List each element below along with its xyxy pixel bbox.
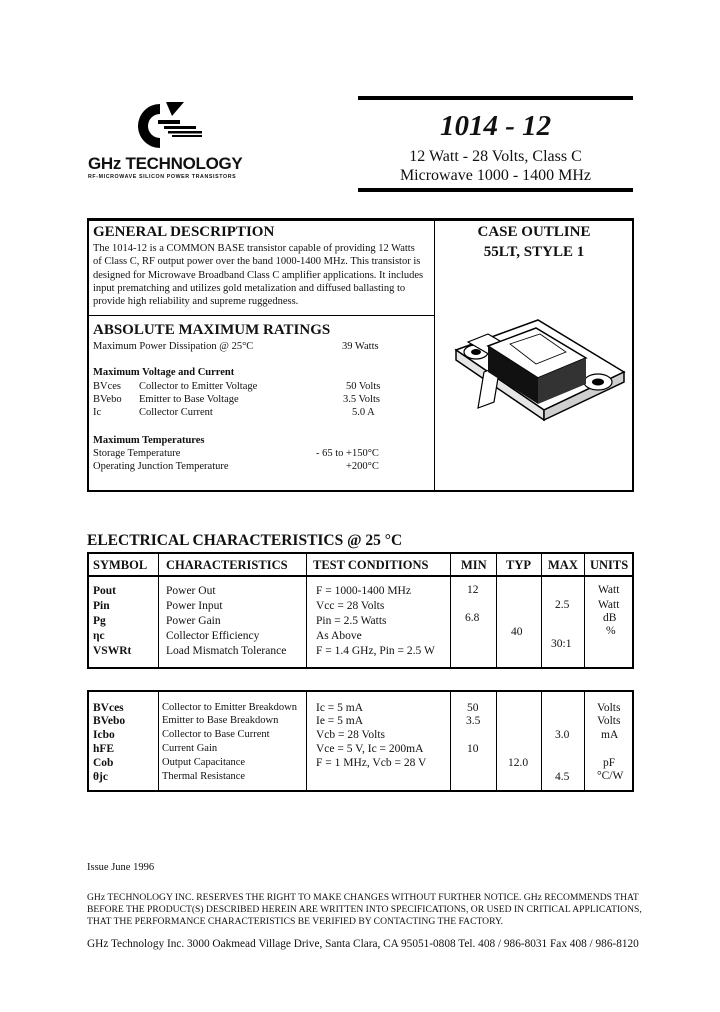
dc-characteristic: Emitter to Base Breakdown [162,715,279,726]
description-line: input prematching and utilizes gold metalization and diffused ballasting to [93,282,406,294]
col-divider [496,553,497,668]
rating-symbol: Ic [93,407,102,418]
rf-min: 12 [467,584,479,596]
rf-symbol: VSWRt [93,645,132,657]
col-divider [450,691,451,791]
header-bottom-rule [358,188,633,192]
absolute-ratings-title: ABSOLUTE MAXIMUM RATINGS [93,322,331,338]
disclaimer-line: BEFORE THE PRODUCT(S) DESCRIBED HEREIN ARE WRITTEN INTO SPECIFICATIONS, OR USED IN CRITICAL APPLICATIONS, [87,904,642,915]
col-divider [450,553,451,668]
rf-table-header-rule [87,575,634,577]
rf-max: 2.5 [555,599,570,611]
rf-symbol: ηc [93,630,105,642]
header-min: MIN [461,558,487,572]
dc-characteristic: Thermal Resistance [162,771,246,782]
subtitle-line2: Microwave 1000 - 1400 MHz [399,167,592,184]
rf-condition: As Above [316,630,362,642]
rating-description: Collector to Emitter Voltage [139,381,258,392]
rf-symbol: Pin [93,600,110,612]
header-characteristics: CHARACTERISTICS [166,558,288,572]
rf-min: 6.8 [465,612,480,624]
col-divider [496,691,497,791]
voltage-current-header: Maximum Voltage and Current [93,367,235,378]
case-outline-subtitle: 55LT, STYLE 1 [483,244,585,260]
electrical-title: ELECTRICAL CHARACTERISTICS @ 25 °C [87,532,403,549]
rating-symbol: BVebo [93,394,122,405]
dc-min: 3.5 [466,715,481,727]
dc-symbol: θjc [93,771,108,783]
dc-unit: pF [603,757,616,769]
disclaimer [87,892,642,928]
general-description-text [93,242,423,308]
description-section-rule [89,315,434,316]
dc-condition: Vcb = 28 Volts [316,729,385,741]
dc-unit: mA [601,729,619,741]
issue-date: Issue June 1996 [87,862,155,873]
dc-symbol: BVces [93,702,124,714]
company-name: GHz TECHNOLOGY [88,154,243,173]
dc-condition: Ic = 5 mA [316,702,364,714]
rating-value: 5.0 A [352,407,375,418]
description-box-top-rule [87,218,634,221]
col-divider [158,553,159,668]
package-55lt-icon [448,312,628,422]
temperatures-header: Maximum Temperatures [93,435,205,446]
temp-value: - 65 to +150°C [316,448,379,459]
company-tagline: RF-MICROWAVE SILICON POWER TRANSISTORS [88,174,237,180]
col-divider [158,691,159,791]
rf-characteristic: Power Out [166,585,216,597]
part-number: 1014 - 12 [440,110,552,142]
description-line: The 1014-12 is a COMMON BASE transistor capable of providing 12 Watts [93,243,415,254]
company-logo [128,98,208,154]
dc-characteristic: Collector to Base Current [162,729,270,740]
rf-characteristic: Power Gain [166,615,221,627]
disclaimer-line: THAT THE PERFORMANCE CHARACTERISTICS BE VERIFIED BY CONTACTING THE FACTORY. [87,916,504,927]
description-line: provide high reliability and supreme ruggedness. [93,296,299,308]
dc-min: 10 [467,743,479,755]
dc-condition: F = 1 MHz, Vcb = 28 V [316,757,427,769]
rating-value: 3.5 Volts [343,394,380,405]
dc-characteristic: Current Gain [162,743,218,754]
col-divider [584,553,585,668]
rf-characteristic: Collector Efficiency [166,630,260,642]
header-typ: TYP [506,558,531,572]
dc-symbol: BVebo [93,715,126,727]
rf-condition: Vcc = 28 Volts [316,600,385,612]
col-divider [584,691,585,791]
header-symbol: SYMBOL [93,558,148,572]
header-top-rule [358,96,633,100]
header-test-conditions: TEST CONDITIONS [313,558,429,572]
rf-symbol: Pout [93,585,116,597]
col-divider [306,691,307,791]
temp-value: +200°C [346,461,379,472]
dc-symbol: hFE [93,743,115,755]
disclaimer-line: GHz TECHNOLOGY INC. RESERVES THE RIGHT TO MAKE CHANGES WITHOUT FURTHER NOTICE. GHz RECOMMENDS THAT [87,892,639,903]
header-max: MAX [548,558,578,572]
rf-condition: Pin = 2.5 Watts [316,615,387,627]
dc-max: 4.5 [555,771,570,783]
dc-symbol: Icbo [93,729,115,741]
header-units: UNITS [590,558,629,572]
rating-description: Emitter to Base Voltage [139,394,239,405]
rf-unit: Watt [598,584,620,596]
dc-unit: Volts [597,702,621,714]
power-dissipation-value: 39 Watts [342,341,379,352]
rating-value: 50 Volts [346,381,381,392]
transistor-package-image [448,312,628,422]
rf-max: 30:1 [551,638,572,650]
dc-max: 3.0 [555,729,570,741]
rating-description: Collector Current [139,407,213,418]
dc-condition: Vce = 5 V, Ic = 200mA [316,743,424,755]
subtitle-line1: 12 Watt - 28 Volts, Class C [409,148,582,165]
power-dissipation-label: Maximum Power Dissipation @ 25°C [93,341,254,352]
rf-characteristic: Power Input [166,600,223,612]
description-line: of Class C, RF output power over the band 1000-1400 MHz. This transistor is [93,256,421,268]
col-divider [306,553,307,668]
dc-characteristic: Output Capacitance [162,757,246,768]
rf-unit: Watt [598,599,620,611]
temp-description: Operating Junction Temperature [93,461,229,472]
dc-condition: Ie = 5 mA [316,715,364,727]
rating-symbol: BVces [93,381,121,392]
col-divider [541,553,542,668]
dc-symbol: Cob [93,757,114,769]
rf-condition: F = 1.4 GHz, Pin = 2.5 W [316,645,435,657]
dc-unit: °C/W [597,770,624,782]
description-line: designed for Microwave Broadband Class C amplifier applications. It includes [93,269,424,281]
general-description-title: GENERAL DESCRIPTION [93,224,275,240]
temp-description: Storage Temperature [93,448,181,459]
dc-characteristic: Collector to Emitter Breakdown [162,702,298,713]
rf-typ: 40 [511,626,523,638]
company-address: GHz Technology Inc. 3000 Oakmead Village Drive, Santa Clara, CA 95051-0808 Tel. 408 / 986-8031 Fax 408 / 986-8120 [87,938,639,950]
rf-characteristic: Load Mismatch Tolerance [166,645,287,657]
dc-min: 50 [467,702,479,714]
rf-condition: F = 1000-1400 MHz [316,585,411,597]
dc-unit: Volts [597,715,621,727]
case-outline-title: CASE OUTLINE [477,224,591,240]
ghz-logo-icon [128,98,208,154]
rf-unit: % [606,625,616,637]
rf-symbol: Pg [93,615,106,627]
rf-unit: dB [603,612,617,624]
dc-typ: 12.0 [508,757,529,769]
col-divider [541,691,542,791]
